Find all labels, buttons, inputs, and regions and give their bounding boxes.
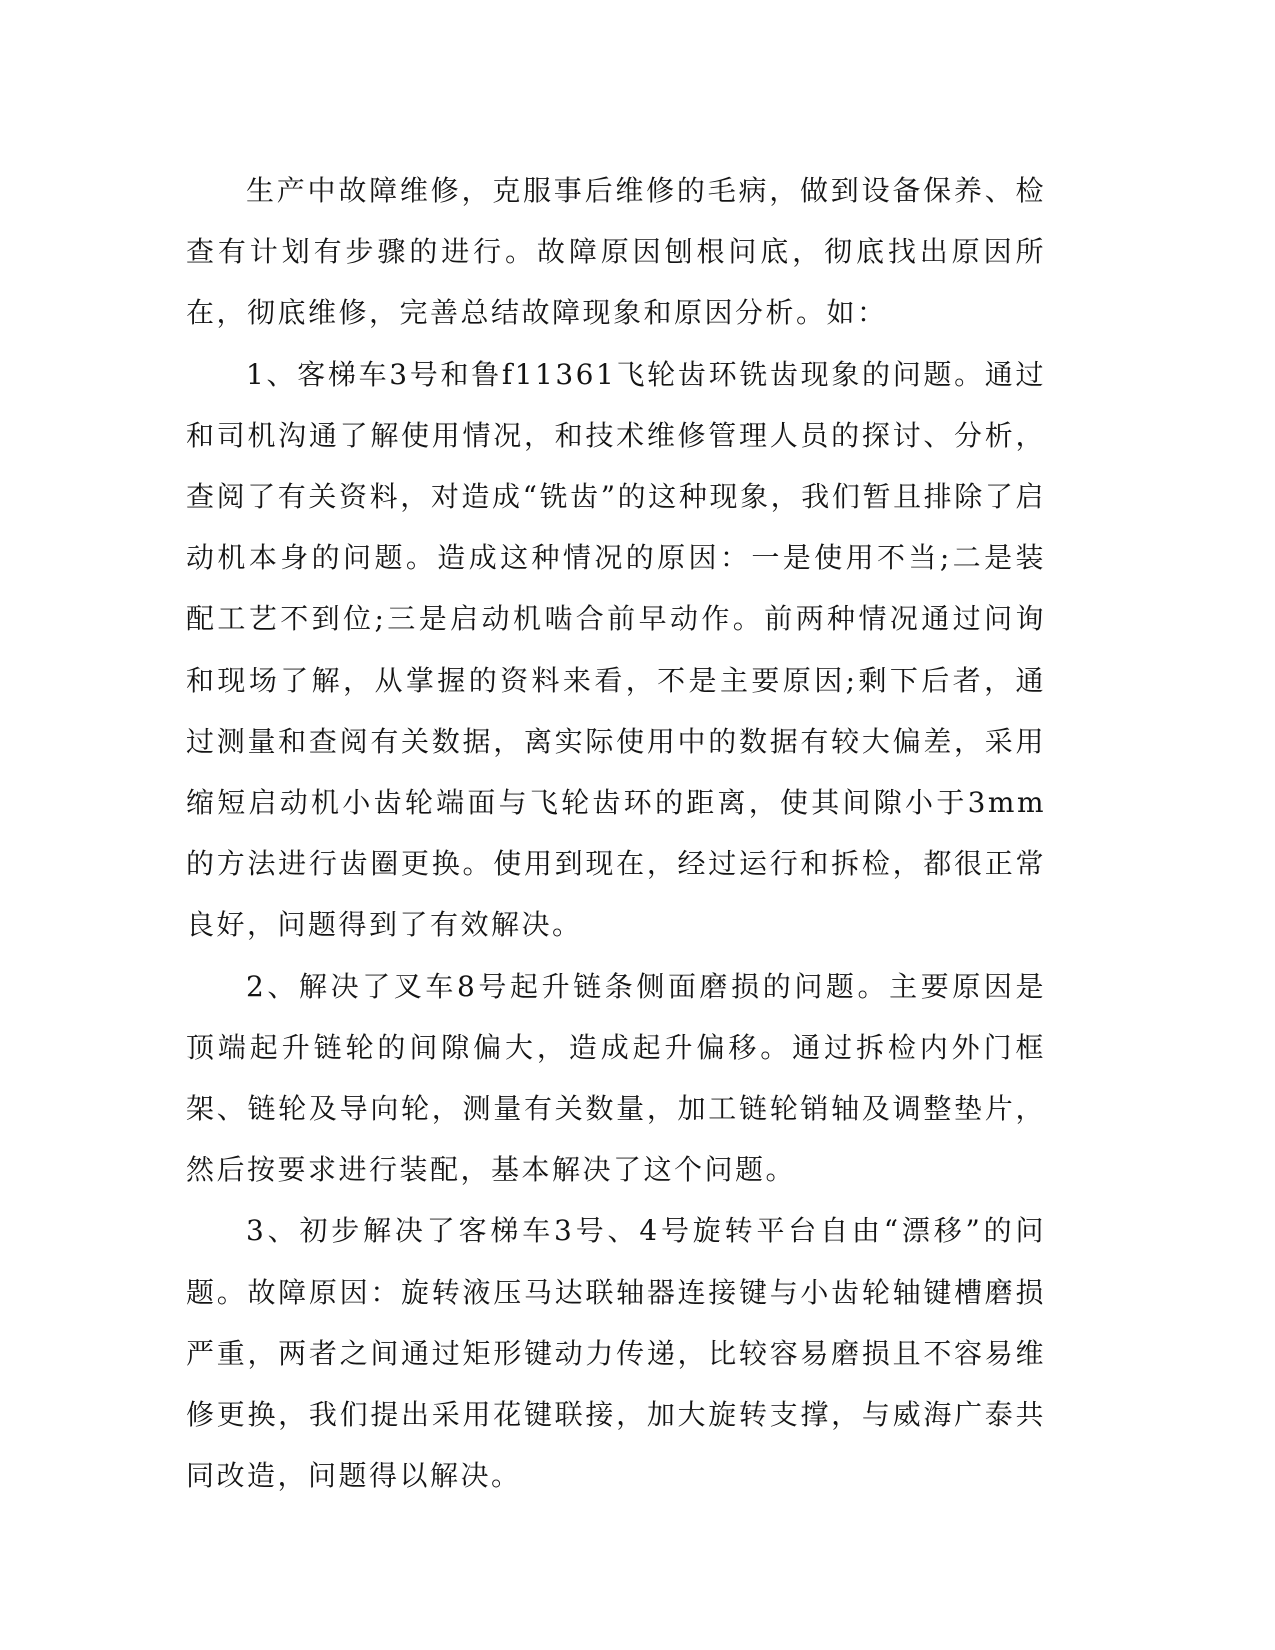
paragraph-item-2: 2、解决了叉车8号起升链条侧面磨损的问题。主要原因是顶端起升链轮的间隙偏大，造成起升偏移。通过拆检内外门框架、链轮及导向轮，测量有关数量，加工链轮销轴及调整垫片，然后按要求进行装配，基本解决了这个问题。 <box>186 969 1046 1187</box>
paragraph-item-3: 3、初步解决了客梯车3号、4号旋转平台自由“漂移”的问题。故障原因：旋转液压马达联轴器连接键与小齿轮轴键槽磨损严重，两者之间通过矩形键动力传递，比较容易磨损且不容易维修更换，我们提出采用花键联接，加大旋转支撑，与威海广泰共同改造，问题得以解决。 <box>186 1214 1046 1493</box>
document-body <box>186 160 1046 1506</box>
paragraph-item-1: 1、客梯车3号和鲁f11361飞轮齿环铣齿现象的问题。通过和司机沟通了解使用情况，和技术维修管理人员的探讨、分析，查阅了有关资料，对造成“铣齿”的这种现象，我们暂且排除了启动机本身的问题。造成这种情况的原因：一是使用不当;二是装配工艺不到位;三是启动机啮合前早动作。前两种情况通过问询和现场了解，从掌握的资料来看，不是主要原因;剩下后者，通过测量和查阅有关数据，离实际使用中的数据有较大偏差，采用缩短启动机小齿轮端面与飞轮齿环的距离，使其间隙小于3mm的方法进行齿圈更换。使用到现在，经过运行和拆检，都很正常良好，问题得到了有效解决。 <box>186 357 1046 942</box>
paragraph-intro: 生产中故障维修，克服事后维修的毛病，做到设备保养、检查有计划有步骤的进行。故障原因刨根问底，彻底找出原因所在，彻底维修，完善总结故障现象和原因分析。如： <box>186 174 1046 330</box>
